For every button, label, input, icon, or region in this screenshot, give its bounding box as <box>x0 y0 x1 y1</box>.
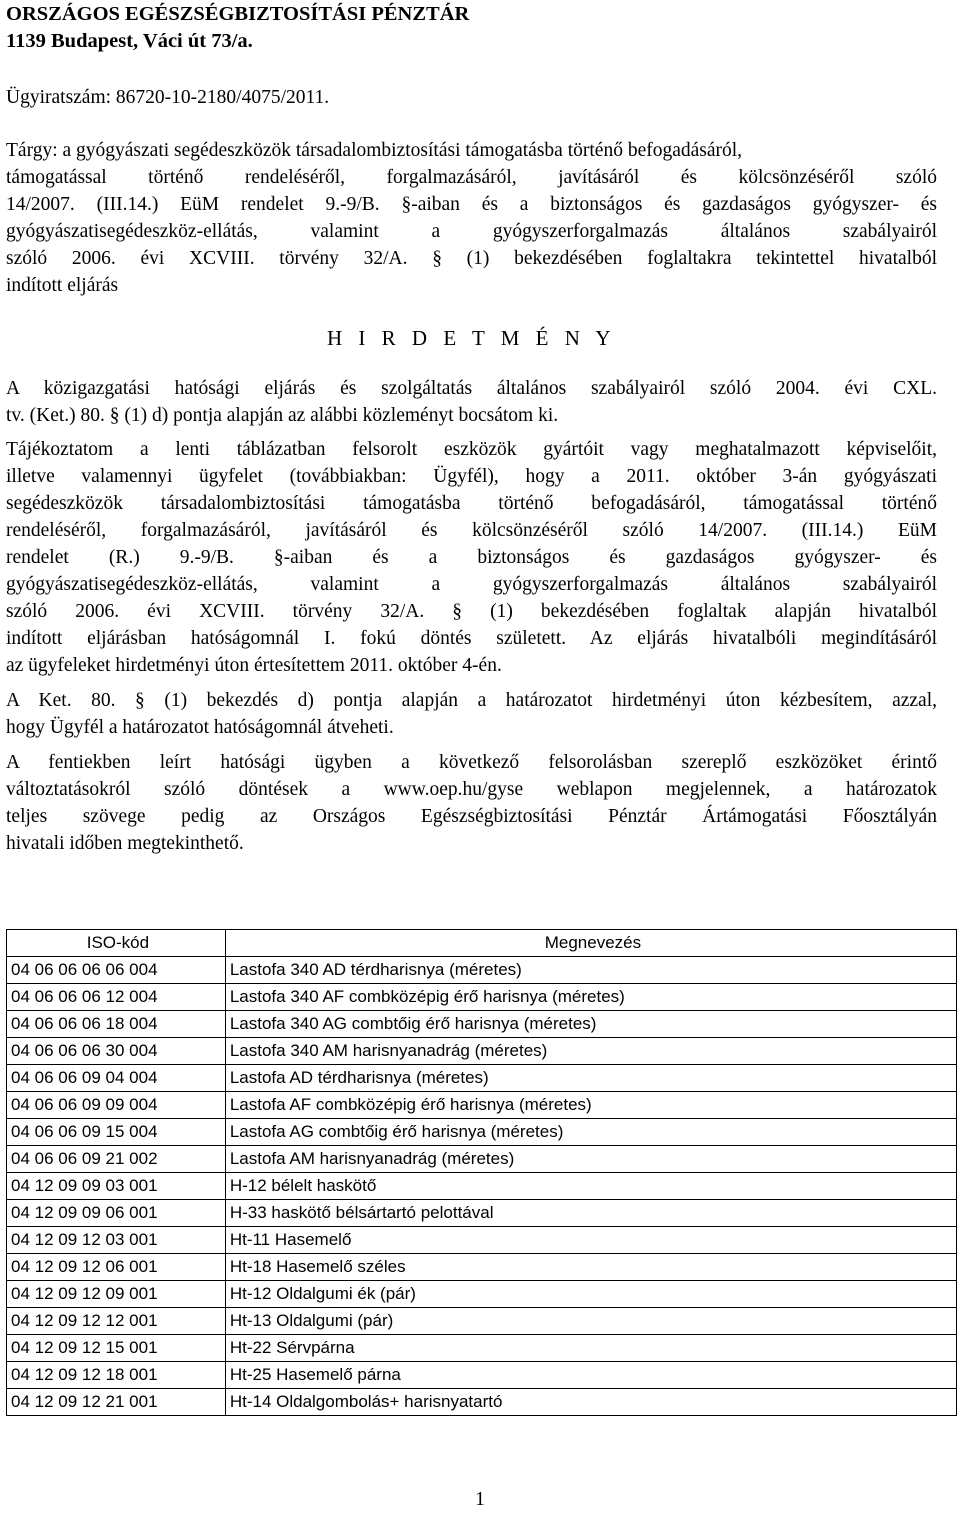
iso-code-cell: 04 06 06 09 04 004 <box>7 1065 226 1092</box>
subject-line: szóló 2006. évi XCVIII. törvény 32/A. § (1) bekezdésében foglaltakra tekintettel hivatalból <box>6 248 937 269</box>
table-row <box>7 1011 957 1038</box>
iso-code-cell: 04 12 09 12 03 001 <box>7 1227 226 1254</box>
subject-line: indított eljárás <box>6 275 119 296</box>
device-name-cell: Ht-14 Oldalgombolás+ harisnyatartó <box>225 1389 956 1416</box>
device-name-cell: Lastofa AM harisnyanadrág (méretes) <box>225 1146 956 1173</box>
case-number: Ügyiratszám: 86720-10-2180/4075/2011. <box>6 87 330 108</box>
device-name-cell: Lastofa 340 AG combtőig érő harisnya (méretes) <box>225 1011 956 1038</box>
iso-code-cell: 04 12 09 12 06 001 <box>7 1254 226 1281</box>
iso-code-cell: 04 12 09 09 03 001 <box>7 1173 226 1200</box>
table-row <box>7 1173 957 1200</box>
document-title: H I R D E T M É N Y <box>326 326 617 350</box>
device-name-cell: Ht-22 Sérvpárna <box>225 1335 956 1362</box>
organization-address: 1139 Budapest, Váci út 73/a. <box>6 30 253 52</box>
paragraph-line: illetve valamennyi ügyfelet (továbbiakban: Ügyfél), hogy a 2011. október 3-án gyógyászati <box>6 466 937 487</box>
subject-line: támogatással történő rendeléséről, forgalmazásáról, javításáról és kölcsönzéséről szóló <box>6 167 937 188</box>
paragraph-notice <box>6 436 937 679</box>
device-name-cell: Ht-13 Oldalgumi (pár) <box>225 1308 956 1335</box>
paragraph-line: segédeszközök társadalombiztosítási támogatásba történő befogadásáról, támogatással történő <box>6 493 937 514</box>
iso-code-cell: 04 06 06 09 15 004 <box>7 1119 226 1146</box>
device-name-cell: H-33 haskötő bélsártartó pelottával <box>225 1200 956 1227</box>
iso-code-cell: 04 12 09 12 21 001 <box>7 1389 226 1416</box>
column-header-name: Megnevezés <box>225 930 956 957</box>
table-body <box>7 957 957 1416</box>
paragraph-line: szóló 2006. évi XCVIII. törvény 32/A. § (1) bekezdésében foglaltak alapján hivatalból <box>6 601 937 622</box>
letterhead <box>6 1 937 55</box>
paragraph-line: az ügyfeleket hirdetményi úton értesítettem 2011. október 4-én. <box>6 655 502 676</box>
table-row <box>7 1119 957 1146</box>
document-page <box>6 0 937 857</box>
paragraph-line: teljes szövege pedig az Országos Egészségbiztosítási Pénztár Ártámogatási Főosztályán <box>6 806 937 827</box>
table-row <box>7 984 957 1011</box>
paragraph-delivery <box>6 687 937 741</box>
table-row <box>7 1146 957 1173</box>
table-row <box>7 1335 957 1362</box>
iso-code-cell: 04 12 09 09 06 001 <box>7 1200 226 1227</box>
table-row <box>7 1092 957 1119</box>
paragraph-line: gyógyászatisegédeszköz-ellátás, valamint a gyógyszerforgalmazás általános szabályairól <box>6 574 937 595</box>
table-row <box>7 1389 957 1416</box>
table-row <box>7 1362 957 1389</box>
subject-line: Tárgy: a gyógyászati segédeszközök társadalombiztosítási támogatásba történő befogadásáról, <box>6 140 743 161</box>
table-row <box>7 1038 957 1065</box>
paragraph-line: hivatali időben megtekinthető. <box>6 833 244 854</box>
iso-code-cell: 04 06 06 09 09 004 <box>7 1092 226 1119</box>
device-name-cell: Lastofa AD térdharisnya (méretes) <box>225 1065 956 1092</box>
device-name-cell: Lastofa 340 AM harisnyanadrág (méretes) <box>225 1038 956 1065</box>
iso-code-cell: 04 12 09 12 18 001 <box>7 1362 226 1389</box>
paragraph-legal-basis <box>6 375 937 429</box>
paragraph-line: rendeléséről, forgalmazásáról, javításáról és kölcsönzéséről szóló 14/2007. (III.14.) EüM <box>6 520 937 541</box>
iso-code-cell: 04 06 06 06 12 004 <box>7 984 226 1011</box>
iso-code-cell: 04 12 09 12 15 001 <box>7 1335 226 1362</box>
page-number: 1 <box>475 1489 485 1510</box>
column-header-iso-code: ISO-kód <box>7 930 226 957</box>
paragraph-line: A közigazgatási hatósági eljárás és szolgáltatás általános szabályairól szóló 2004. évi CXL. <box>6 378 937 399</box>
device-name-cell: Lastofa 340 AF combközépig érő harisnya (méretes) <box>225 984 956 1011</box>
table-row <box>7 1281 957 1308</box>
iso-code-cell: 04 12 09 12 12 001 <box>7 1308 226 1335</box>
iso-code-cell: 04 06 06 09 21 002 <box>7 1146 226 1173</box>
device-name-cell: Ht-11 Hasemelő <box>225 1227 956 1254</box>
device-name-cell: Lastofa 340 AD térdharisnya (méretes) <box>225 957 956 984</box>
paragraph-line: indított eljárásban hatóságomnál I. fokú döntés született. Az eljárás hivatalbóli megindításáról <box>6 628 937 649</box>
device-name-cell: Ht-18 Hasemelő széles <box>225 1254 956 1281</box>
subject-line: gyógyászatisegédeszköz-ellátás, valamint a gyógyszerforgalmazás általános szabályairól <box>6 221 937 242</box>
paragraph-line: A Ket. 80. § (1) bekezdés d) pontja alapján a határozatot hirdetményi úton kézbesítem, azzal, <box>6 690 937 711</box>
subject-line: 14/2007. (III.14.) EüM rendelet 9.-9/B. §-aiban és a biztonságos és gazdaságos gyógyszer- és <box>6 194 937 215</box>
iso-code-cell: 04 06 06 06 18 004 <box>7 1011 226 1038</box>
table-header-row <box>7 930 957 957</box>
table-row <box>7 957 957 984</box>
iso-code-cell: 04 06 06 06 06 004 <box>7 957 226 984</box>
subject <box>6 137 937 299</box>
table-row <box>7 1308 957 1335</box>
table-row <box>7 1254 957 1281</box>
iso-code-cell: 04 12 09 12 09 001 <box>7 1281 226 1308</box>
paragraph-line: tv. (Ket.) 80. § (1) d) pontja alapján az alábbi közleményt bocsátom ki. <box>6 405 559 426</box>
table-row <box>7 1200 957 1227</box>
device-name-cell: Lastofa AF combközépig érő harisnya (méretes) <box>225 1092 956 1119</box>
device-name-cell: Lastofa AG combtőig érő harisnya (méretes) <box>225 1119 956 1146</box>
paragraph-line: Tájékoztatom a lenti táblázatban felsorolt eszközök gyártóit vagy meghatalmazott képviselőit, <box>6 439 937 460</box>
paragraph-line: változtatásokról szóló döntések a www.oep.hu/gyse weblapon megjelennek, a határozatok <box>6 779 937 800</box>
device-name-cell: H-12 bélelt haskötő <box>225 1173 956 1200</box>
paragraph-line: rendelet (R.) 9.-9/B. §-aiban és a biztonságos és gazdaságos gyógyszer- és <box>6 547 937 568</box>
organization-name: ORSZÁGOS EGÉSZSÉGBIZTOSÍTÁSI PÉNZTÁR <box>6 3 470 25</box>
table-row <box>7 1065 957 1092</box>
iso-code-cell: 04 06 06 06 30 004 <box>7 1038 226 1065</box>
device-name-cell: Ht-12 Oldalgumi ék (pár) <box>225 1281 956 1308</box>
device-name-cell: Ht-25 Hasemelő párna <box>225 1362 956 1389</box>
device-table <box>6 929 957 1416</box>
paragraph-line: hogy Ügyfél a határozatot hatóságomnál átveheti. <box>6 717 394 738</box>
paragraph-line: A fentiekben leírt hatósági ügyben a következő felsorolásban szereplő eszközöket érintő <box>6 752 937 773</box>
paragraph-publication <box>6 749 937 857</box>
table-row <box>7 1227 957 1254</box>
